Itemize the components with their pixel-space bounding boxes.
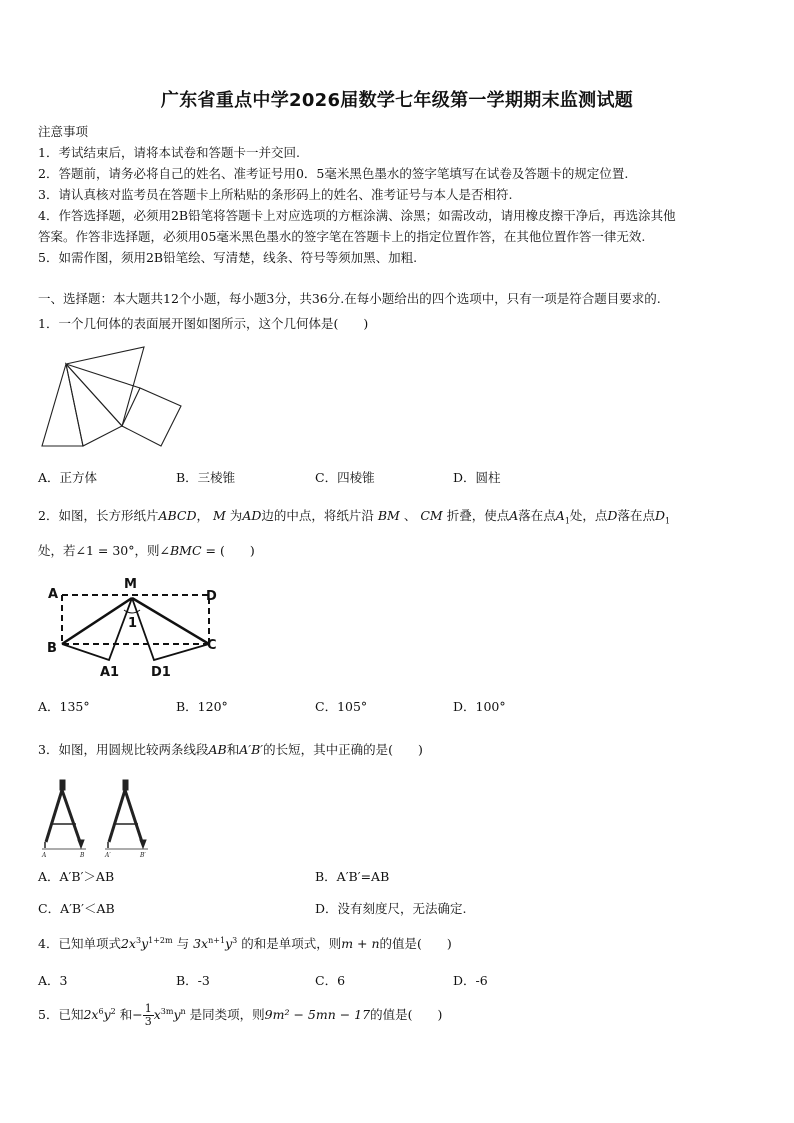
q1-option-d[interactable]: D．圆柱 (453, 470, 501, 485)
net-face (122, 388, 181, 446)
stem-text: 2．如图，长方形纸片 (38, 508, 159, 523)
stem-text: 3．如图，用圆规比较两条线段 (38, 742, 209, 757)
question-3-stem (38, 740, 423, 758)
math-expr: m + n (341, 936, 380, 951)
folded-rectangle-figure (44, 574, 234, 682)
q4-option-a[interactable]: A．3 (38, 973, 68, 988)
point-label: D (206, 589, 217, 604)
math-term: y (141, 936, 149, 951)
math-var: D (607, 508, 618, 523)
point-label: C (207, 638, 217, 653)
angle-label: 1 (128, 616, 138, 631)
stem-text: 是同类项，则 (189, 1007, 265, 1022)
math-exp: 3m (160, 1006, 174, 1016)
page-title: 广东省重点中学2026届数学七年级第一学期期末监测试题 (160, 90, 634, 111)
stem-text: = ( ) (201, 543, 255, 558)
question-5-stem (38, 1003, 442, 1028)
q3-option-a[interactable]: A．A′B′＞AB (38, 869, 115, 884)
fraction (143, 1003, 154, 1028)
math-term: y (173, 1007, 181, 1022)
q1-option-c[interactable]: C．四棱锥 (315, 470, 375, 485)
notice-item: 答案。作答非选择题，必须用05毫米黑色墨水的签字笔在答题卡上的指定位置作答，在其他位置作答一律无效. (38, 229, 646, 244)
notice-item: 4．作答选择题，必须用2B铅笔将答题卡上对应选项的方框涂满、涂黑；如需改动，请用橡皮擦干净后，再选涂其他 (38, 208, 676, 223)
notice-item: 1．考试结束后，请将本试卷和答题卡一并交回. (38, 145, 300, 160)
stem-text: 折叠，使点 (446, 508, 510, 523)
q2-option-d[interactable]: D．100° (453, 699, 506, 714)
stem-text: 的值是( ) (370, 1007, 443, 1022)
question-4-stem (38, 934, 452, 952)
q2-option-a[interactable]: A．135° (38, 699, 90, 714)
math-exp: 3 (232, 935, 238, 945)
q3-option-d[interactable]: D．没有刻度尺，无法确定. (315, 901, 467, 916)
q4-option-d[interactable]: D．-6 (453, 973, 488, 988)
point-label: A (42, 852, 47, 859)
math-exp: 2 (110, 1006, 116, 1016)
question-2-stem-line2 (38, 541, 255, 559)
notice-heading: 注意事项 (38, 124, 89, 139)
net-face (66, 347, 144, 426)
math-term: 3x (193, 936, 209, 951)
fraction-numerator: 1 (144, 1002, 152, 1015)
math-exp: 1+2m (148, 935, 173, 945)
math-sub: 1 (564, 516, 570, 526)
q4-option-c[interactable]: C．6 (315, 973, 346, 988)
point-label: A′ (105, 852, 111, 859)
math-term: 2x (120, 936, 136, 951)
net-figure (36, 342, 186, 452)
point-label: B (47, 641, 57, 656)
math-term: y (225, 936, 233, 951)
math-var: CM (420, 508, 443, 523)
math-var: ABCD (158, 508, 197, 523)
math-var: A (509, 508, 519, 523)
stem-text: 的值是( ) (379, 936, 452, 951)
notice-item: 2．答题前，请务必将自己的姓名、准考证号用0．5毫米黑色墨水的签字笔填写在试卷及答题卡的规定位置. (38, 166, 629, 181)
math-sign: − (132, 1007, 143, 1022)
compass-handle (123, 780, 128, 790)
q3-option-c[interactable]: C．A′B′＜AB (38, 901, 115, 916)
stem-text: 的长短，其中正确的是( ) (263, 742, 423, 757)
stem-text: 处，若∠1 = 30°，则∠ (38, 543, 170, 558)
math-var: AB (208, 742, 227, 757)
math-var: A (555, 508, 565, 523)
stem-text: 处，点 (569, 508, 608, 523)
stem-text: 4．已知单项式 (38, 936, 121, 951)
question-2-stem (38, 506, 670, 526)
section-heading: 一、选择题：本大题共12个小题，每小题3分，共36分.在每小题给出的四个选项中，只有一项是符合题目要求的. (38, 291, 661, 306)
stem-text: 、 (403, 508, 417, 523)
math-expr: 9m² − 5mn − 17 (264, 1007, 371, 1022)
math-term: y (103, 1007, 111, 1022)
point-label: A1 (100, 665, 120, 680)
math-exp: 3 (135, 935, 142, 945)
math-sub: 1 (665, 516, 671, 526)
q4-option-b[interactable]: B．-3 (176, 973, 210, 988)
stem-text: 和 (119, 1007, 133, 1022)
q2-option-b[interactable]: B．120° (176, 699, 228, 714)
math-term: 2x (83, 1007, 99, 1022)
stem-text: 为 (229, 508, 243, 523)
fraction-denominator: 3 (144, 1015, 152, 1028)
point-label: B (80, 852, 85, 859)
point-label: B′ (140, 852, 146, 859)
math-term: x (153, 1007, 161, 1022)
math-var: BMC (169, 543, 202, 558)
notice-item: 5．如需作图，须用2B铅笔绘、写清楚，线条、符号等须加黑、加粗. (38, 250, 418, 265)
math-exp: n+1 (208, 935, 226, 945)
stem-text: 落在点 (518, 508, 556, 523)
stem-text: 边的中点，将纸片沿 (261, 508, 374, 523)
q2-option-c[interactable]: C．105° (315, 699, 368, 714)
math-var: A′B′ (239, 742, 264, 757)
point-label: M (124, 577, 137, 592)
stem-text: 落在点 (617, 508, 655, 523)
question-1-stem: 1．一个几何体的表面展开图如图所示，这个几何体是( ) (38, 316, 369, 331)
point-label: A (48, 587, 59, 602)
math-var: D (654, 508, 665, 523)
stem-text: 与 (176, 936, 190, 951)
math-exp: 6 (98, 1006, 104, 1016)
math-var: M (213, 508, 226, 523)
stem-text: 5．已知 (38, 1007, 84, 1022)
q3-option-b[interactable]: B．A′B′=AB (315, 869, 390, 884)
point-label: D1 (151, 665, 171, 680)
notice-item: 3．请认真核对监考员在答题卡上所粘贴的条形码上的姓名、准考证号与本人是否相符. (38, 187, 513, 202)
math-exp: n (180, 1006, 186, 1016)
compasses-figure (36, 778, 156, 860)
q1-option-a[interactable]: A．正方体 (38, 470, 98, 485)
stem-text: 和 (226, 742, 240, 757)
q1-option-b[interactable]: B．三棱锥 (176, 470, 236, 485)
compass-handle (60, 780, 65, 790)
math-var: BM (377, 508, 400, 523)
math-var: AD (242, 508, 262, 523)
stem-text: 的和是单项式，则 (241, 936, 342, 951)
net-face (66, 364, 122, 446)
stem-text: ， (196, 508, 210, 523)
